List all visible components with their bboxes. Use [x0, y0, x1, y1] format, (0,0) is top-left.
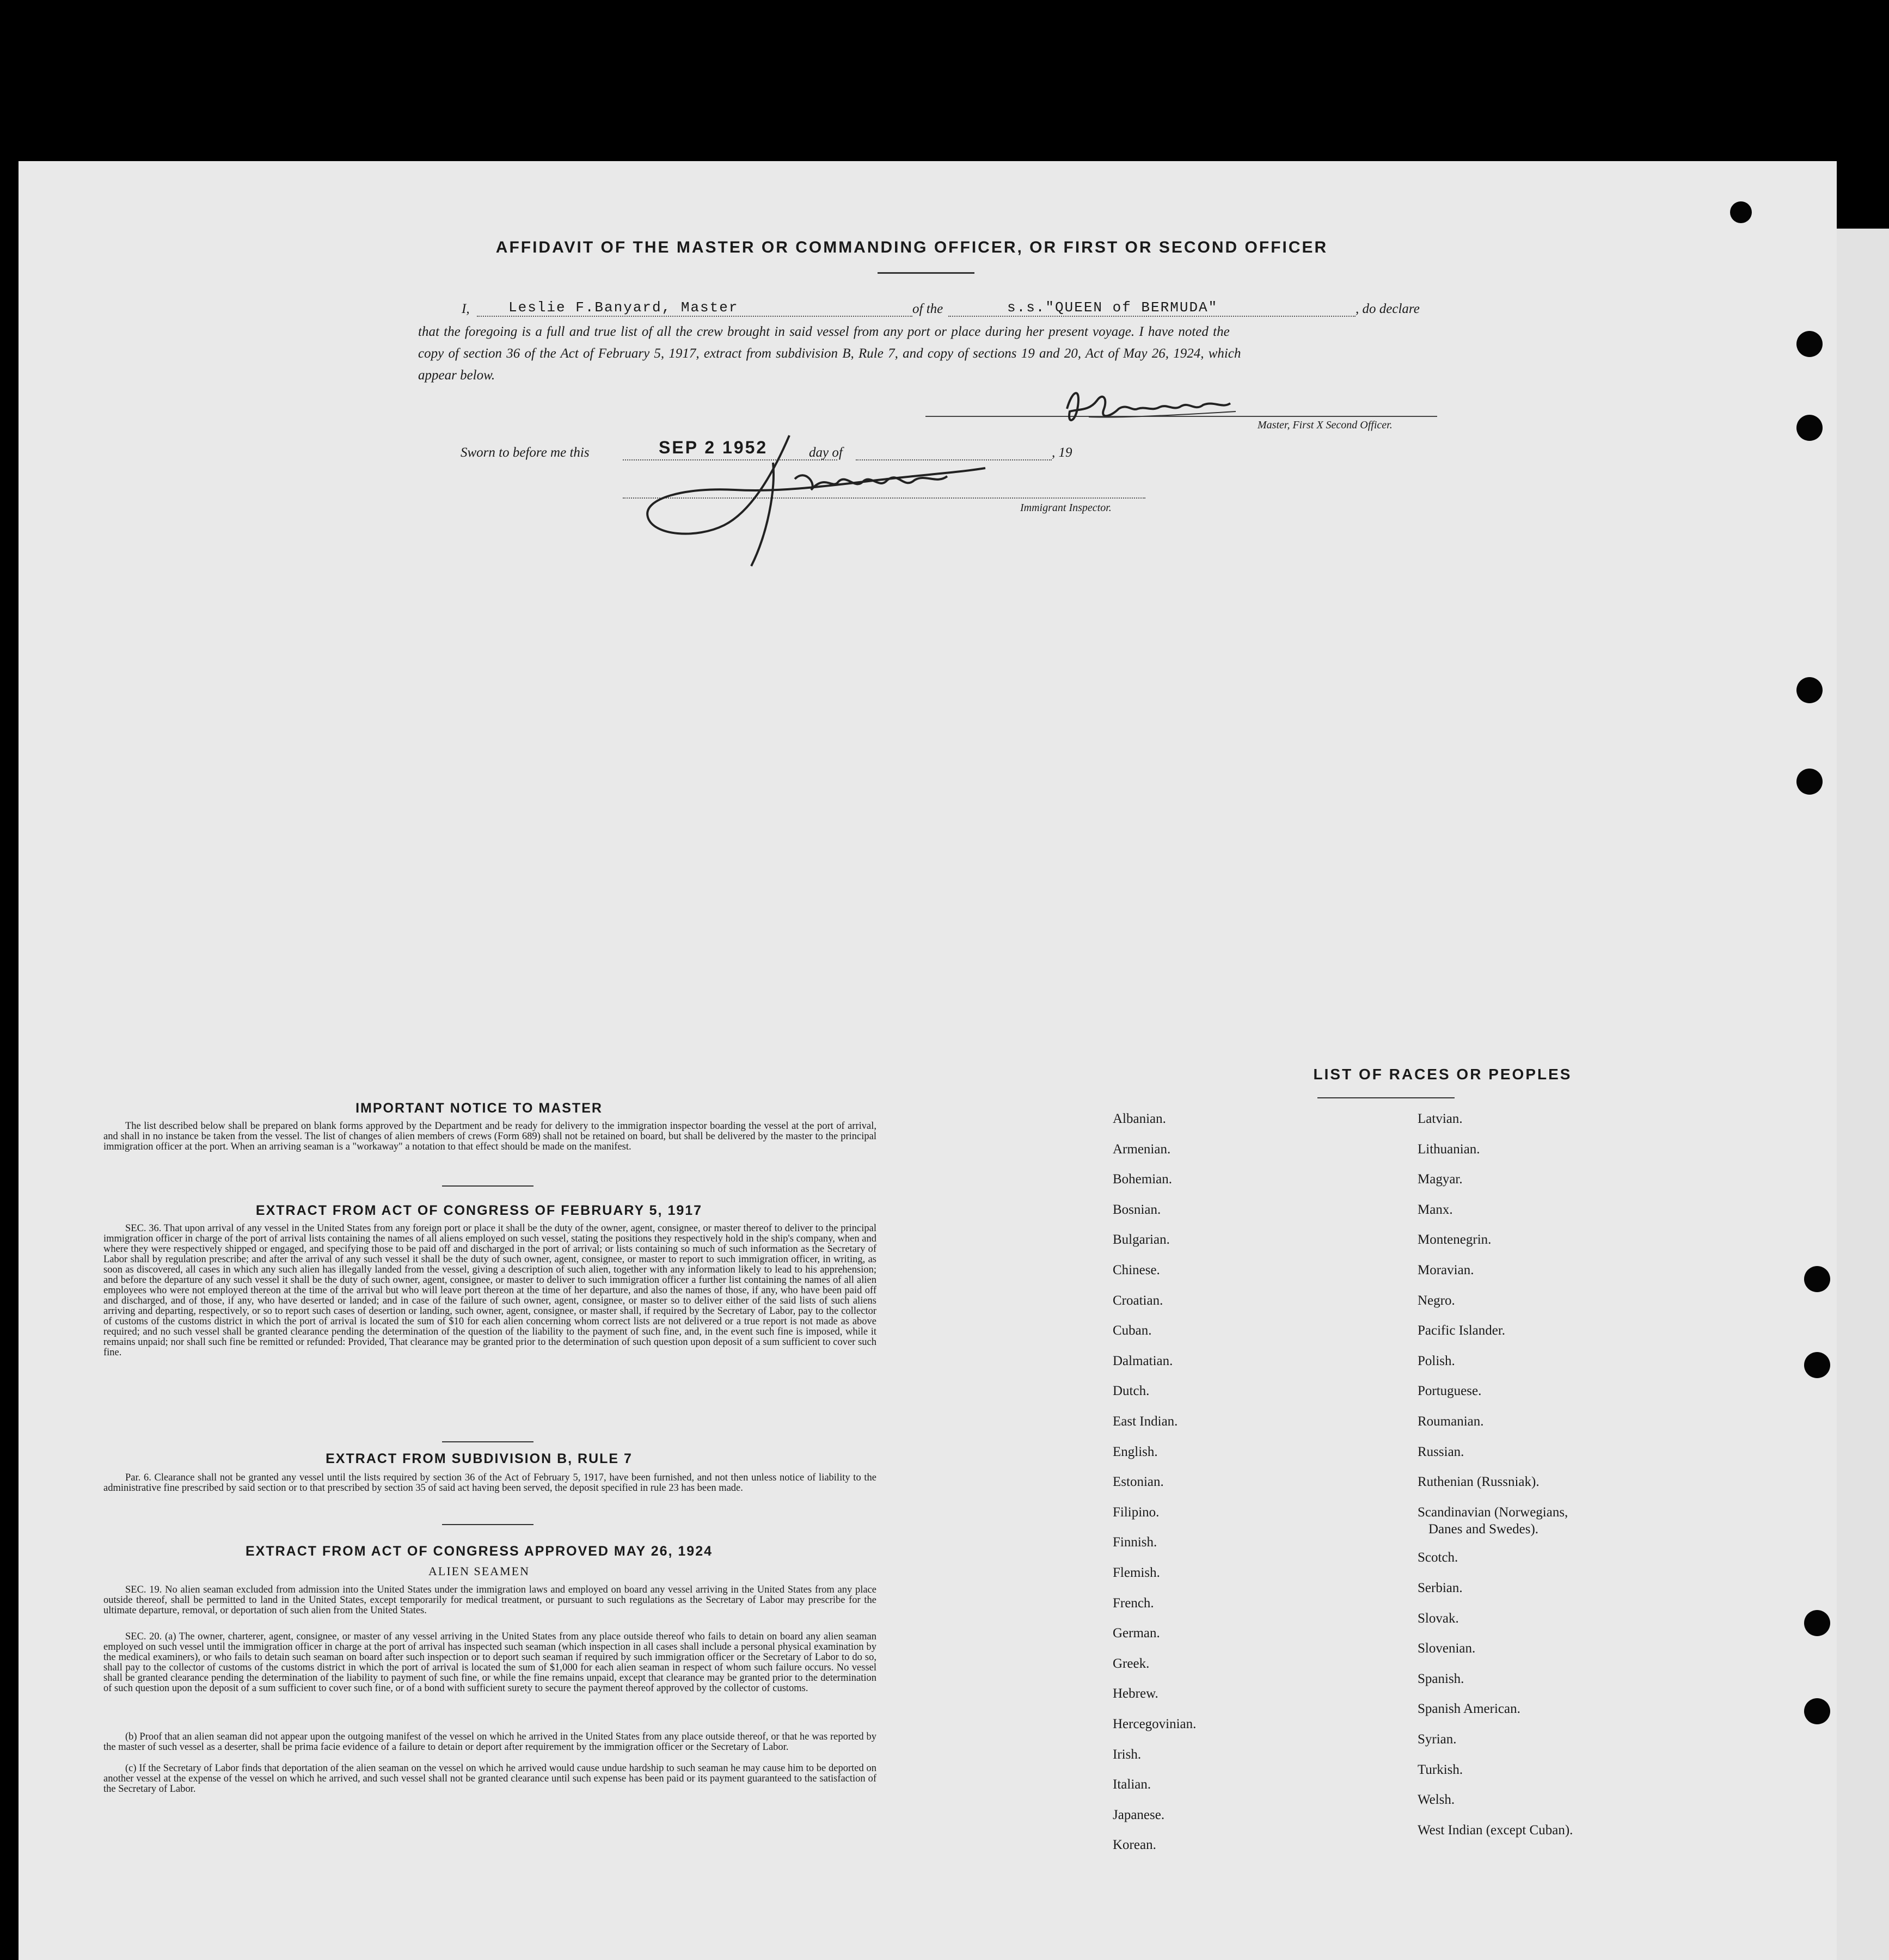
- divider: [442, 1524, 533, 1525]
- inspector-caption: Immigrant Inspector.: [1020, 502, 1112, 514]
- race-item: Bosnian.: [1113, 1202, 1161, 1217]
- inspector-signature: [642, 430, 991, 572]
- race-item: Serbian.: [1418, 1581, 1463, 1595]
- affidavit-line-4: appear below.: [418, 368, 495, 383]
- race-item: Armenian.: [1113, 1141, 1171, 1157]
- race-item: Spanish American.: [1418, 1701, 1520, 1717]
- punch-hole: [1796, 331, 1823, 357]
- extract-1924-title: EXTRACT FROM ACT OF CONGRESS APPROVED MAY 26, 1924: [245, 1544, 713, 1559]
- sworn-date-stamp: SEP 2 1952: [659, 438, 768, 457]
- punch-hole: [1804, 1266, 1830, 1292]
- extract-1924-subtitle: ALIEN SEAMEN: [428, 1564, 530, 1578]
- race-item: Ruthenian (Russniak).: [1418, 1474, 1540, 1490]
- of-the-label: of the: [912, 302, 943, 316]
- race-item: Albanian.: [1113, 1111, 1166, 1126]
- page-edge: [1837, 229, 1889, 1960]
- race-item: Syrian.: [1418, 1732, 1457, 1747]
- extract-1917-title: EXTRACT FROM ACT OF CONGRESS OF FEBRUARY 5, 1917: [255, 1203, 703, 1218]
- do-declare-label: , do declare: [1356, 302, 1420, 316]
- race-item: Russian.: [1418, 1444, 1464, 1459]
- race-item: Magyar.: [1418, 1172, 1463, 1187]
- sec-19-text: SEC. 19. No alien seaman excluded from admission into the United States under the immigration laws and employed on board any vessel arriving in the United States from any place outside thereof, shall be permitted to land in the United States, except temporarily for medical treatment, or pursuant to such regulations as the Secretary of Labor may prescribe for the ultimate departure, removal, or deportation of such alien from the United States.: [103, 1584, 876, 1616]
- master-name-value: Leslie F.Banyard, Master: [508, 299, 739, 316]
- race-item: Moravian.: [1418, 1263, 1474, 1277]
- sec-20a-text: SEC. 20. (a) The owner, charterer, agent, consignee, or master of any vessel arriving in the United States from any place outside thereof who fails to detain on board any alien seaman employed on such vessel until the immigration officer in charge at the port of arrival has inspected such seaman (which inspection in all cases shall include a personal physical examination by the medical examiners), or who fails to detain such seaman on board after such inspection or to deport such seaman if required by such immigration officer or the Secretary of Labor to do so, shall pay to the collector of customs of the customs district in which the port of arrival is located the sum of $1,000 for each alien seaman in respect of whom such failure occurs. No vessel shall be granted clearance pending the determination of the liability to payment of such fine, or while the fine remains unpaid, except that clearance may be granted prior to the determination of such question upon the deposit of a sum sufficient to cover such fine, or of a bond with sufficient surety to secure the payment thereof approved by the collector of customs.: [103, 1631, 876, 1694]
- race-item: Slovenian.: [1418, 1641, 1476, 1656]
- races-title: LIST OF RACES OR PEOPLES: [1313, 1066, 1572, 1083]
- race-item: English.: [1113, 1444, 1158, 1459]
- race-item: Flemish.: [1113, 1565, 1160, 1580]
- vessel-line: [948, 316, 1356, 317]
- race-item: Scandinavian (Norwegians,: [1418, 1504, 1568, 1520]
- race-item: Danes and Swedes).: [1428, 1522, 1539, 1537]
- divider: [442, 1441, 533, 1442]
- race-item: Manx.: [1418, 1202, 1453, 1217]
- race-item: Welsh.: [1418, 1792, 1455, 1808]
- race-item: Latvian.: [1418, 1111, 1463, 1126]
- race-item: Irish.: [1113, 1747, 1142, 1762]
- race-item: Montenegrin.: [1418, 1232, 1492, 1248]
- notice-title: IMPORTANT NOTICE TO MASTER: [355, 1101, 603, 1116]
- master-name-line: [477, 316, 912, 317]
- extract-1917-text: SEC. 36. That upon arrival of any vessel in the United States from any foreign port or place it shall be the duty of the owner, agent, consignee, or master thereof to deliver to the principal immigration officer in charge of the port of arrival lists containing the names of all aliens employed on such vessel, stating the positions they respectively hold in the ship's company, when and where they were respectively shipped or engaged, and specifying those to be paid off and discharged in the port of arrival; or lists containing so much of such information as the Secretary of Labor shall by regulation prescribe; and after the arrival of any such vessel it shall be the duty of such owner, agent, consignee, or master to report to such immigration officer, in writing, as soon as discovered, all cases in which any such alien has illegally landed from the vessel, giving a description of such alien, together with any information likely to lead to his apprehension; and before the departure of any such vessel it shall be the duty of such owner, agent, consignee, or master to deliver to such immigration officer a further list containing the names of all alien employees who were not employed thereon at the time of the arrival but who will leave port thereon at the time of her departure, and also the names of those, if any, who have been paid off and discharged, and of those, if any, who have deserted or landed; and in case of the failure of such owner, agent, consignee, or master so to deliver either of the said lists of such aliens arriving and departing, respectively, or so to report such cases of desertion or landing, such owner, agent, consignee, or master shall, if required by the Secretary of Labor, pay to the collector of customs of the customs district in which the port of arrival is located the sum of $10 for each alien concerning whom correct lists are not delivered or a true report is not made as above required; and no such vessel shall be granted clearance pending the determination of the question of the liability to the payment of such fine, and, in the event such fine is imposed, while it remains unpaid; nor shall such fine be remitted or refunded: Provided, That clearance may be granted prior to the determination of such question upon deposit of a sum sufficient to cover such fine.: [103, 1223, 876, 1358]
- rule-7-text: Par. 6. Clearance shall not be granted any vessel until the lists required by section 36 of the Act of February 5, 1917, have been furnished, and not then unless notice of liability to the administrative fine prescribed by said section or to that prescribed by section 35 of said act having been served, the deposit specified in rule 23 has been made.: [103, 1472, 876, 1494]
- rule-7-title: EXTRACT FROM SUBDIVISION B, RULE 7: [326, 1451, 633, 1466]
- race-item: Italian.: [1113, 1777, 1151, 1792]
- race-item: Portuguese.: [1418, 1384, 1482, 1399]
- day-of-label: day of: [809, 445, 843, 460]
- vessel-value: s.s."QUEEN of BERMUDA": [1007, 299, 1218, 316]
- title-divider: [878, 272, 974, 274]
- punch-hole: [1796, 677, 1823, 703]
- race-item: Spanish.: [1418, 1671, 1464, 1686]
- races-divider: [1317, 1097, 1455, 1098]
- race-item: Lithuanian.: [1418, 1141, 1480, 1157]
- race-item: Japanese.: [1113, 1807, 1165, 1822]
- race-item: East Indian.: [1113, 1414, 1178, 1429]
- punch-hole: [1730, 201, 1752, 223]
- punch-hole: [1796, 769, 1823, 795]
- race-item: Hercegovinian.: [1113, 1717, 1197, 1731]
- divider: [442, 1185, 533, 1187]
- race-item: Turkish.: [1418, 1762, 1463, 1777]
- race-item: Dutch.: [1113, 1384, 1150, 1399]
- race-item: Greek.: [1113, 1656, 1150, 1671]
- race-item: Korean.: [1113, 1838, 1156, 1853]
- race-item: French.: [1113, 1595, 1154, 1611]
- punch-hole: [1796, 415, 1823, 441]
- race-item: Cuban.: [1113, 1323, 1152, 1338]
- race-item: Scotch.: [1418, 1550, 1458, 1565]
- race-item: Dalmatian.: [1113, 1353, 1173, 1368]
- race-item: Negro.: [1418, 1293, 1455, 1308]
- race-item: West Indian (except Cuban).: [1418, 1822, 1573, 1838]
- race-item: Polish.: [1418, 1353, 1455, 1368]
- race-item: Filipino.: [1113, 1504, 1160, 1520]
- sworn-label: Sworn to before me this: [461, 445, 590, 460]
- race-item: Finnish.: [1113, 1535, 1157, 1550]
- race-item: Bulgarian.: [1113, 1232, 1170, 1248]
- master-signature: [1056, 379, 1241, 439]
- race-item: Hebrew.: [1113, 1686, 1158, 1701]
- year-label: , 19: [1052, 445, 1072, 460]
- declarant-label: I,: [462, 302, 470, 316]
- punch-hole: [1804, 1610, 1830, 1636]
- sec-20c-text: (c) If the Secretary of Labor finds that deportation of the alien seaman on the vessel on which he arrived would cause undue hardship to such seaman he may cause him to be deported on another vessel at the expense of the vessel on which he arrived, and such vessel shall not be granted clearance until such expense has been paid or its payment guaranteed to the satisfaction of the Secretary of Labor.: [103, 1763, 876, 1795]
- master-caption: Master, First X Second Officer.: [1258, 419, 1393, 431]
- race-item: Chinese.: [1113, 1263, 1160, 1277]
- sec-20b-text: (b) Proof that an alien seaman did not appear upon the outgoing manifest of the vessel on which he arrived in the United States from any place outside thereof, or that he was reported by the master of such vessel as a deserter, shall be prima facie evidence of a failure to detain or deport after requirement by the immigration officer or the Secretary of Labor.: [103, 1731, 876, 1753]
- race-item: Bohemian.: [1113, 1172, 1173, 1187]
- affidavit-line-3: copy of section 36 of the Act of February 5, 1917, extract from subdivision B, Rule 7, and copy of sections 19 and 20, Act of May 26, 1924, which: [418, 346, 1241, 361]
- notice-text: The list described below shall be prepared on blank forms approved by the Department and be ready for delivery to the immigration inspector boarding the vessel at the port of arrival, and shall in no instance be taken from the vessel. The list of changes of alien members of crews (Form 689) shall not be retained on board, but shall be delivered by the master to the principal immigration officer at the port. When an arriving seaman is a "workaway" a notation to that effect should be made on the manifest.: [103, 1121, 876, 1152]
- race-item: Pacific Islander.: [1418, 1323, 1506, 1338]
- race-item: Roumanian.: [1418, 1414, 1484, 1429]
- affidavit-line-2: that the foregoing is a full and true list of all the crew brought in said vessel from any port or place during her present voyage. I have noted the: [418, 324, 1230, 339]
- affidavit-title: AFFIDAVIT OF THE MASTER OR COMMANDING OFFICER, OR FIRST OR SECOND OFFICER: [495, 238, 1328, 256]
- punch-hole: [1804, 1352, 1830, 1378]
- race-item: Estonian.: [1113, 1474, 1164, 1490]
- race-item: German.: [1113, 1626, 1160, 1641]
- punch-hole: [1804, 1698, 1830, 1724]
- race-item: Slovak.: [1418, 1611, 1459, 1626]
- race-item: Croatian.: [1113, 1293, 1163, 1308]
